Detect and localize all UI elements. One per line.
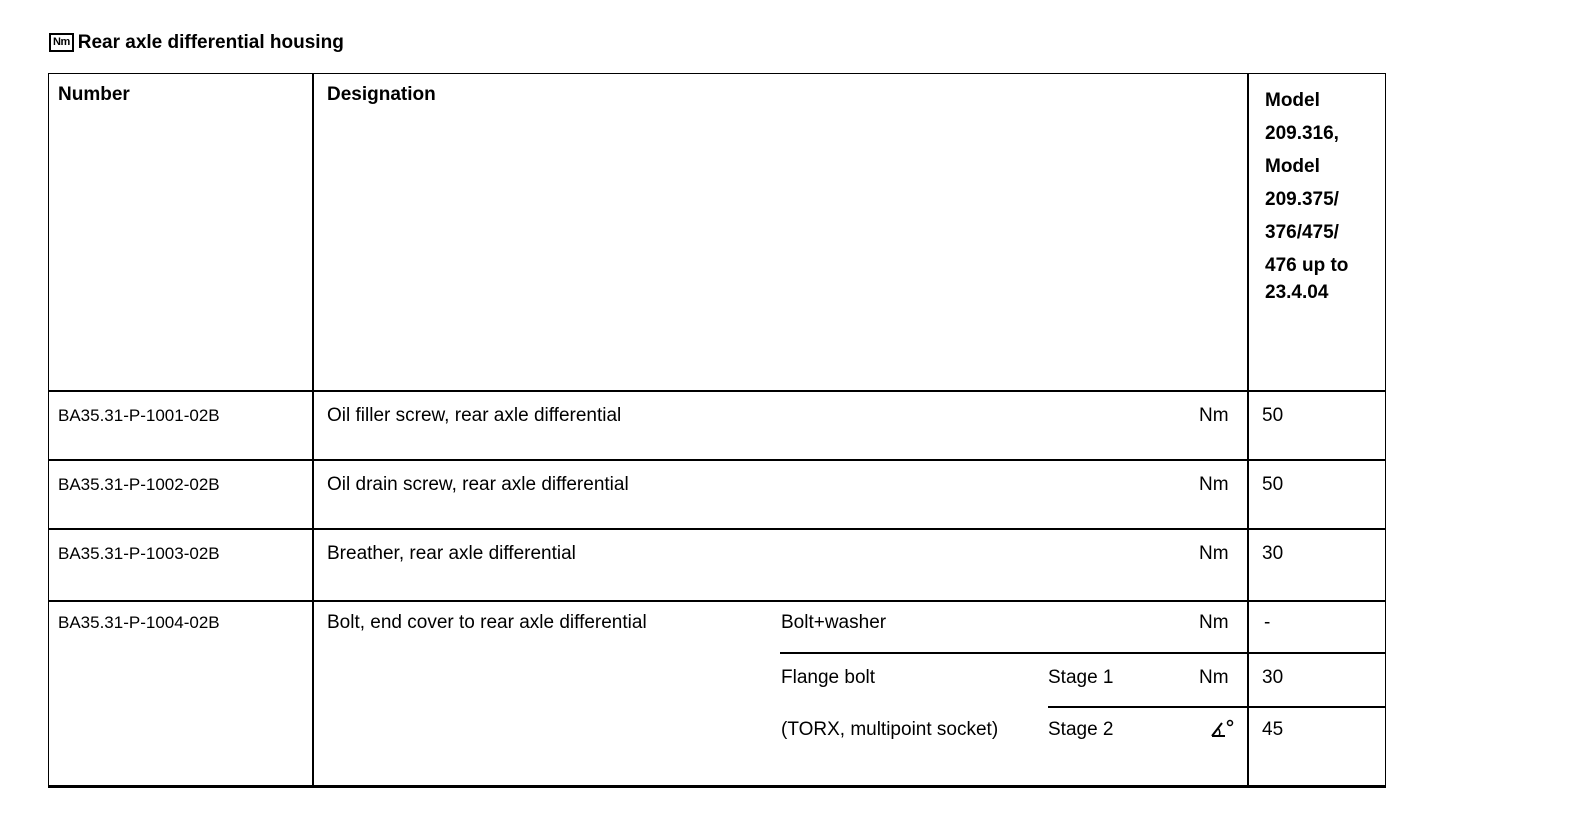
header-model: [1265, 84, 1383, 304]
sub-item: Bolt+washer: [781, 612, 887, 633]
sub-value: 45: [1262, 719, 1284, 740]
column-divider: [312, 74, 314, 786]
row-designation: Bolt, end cover to rear axle differential: [327, 612, 647, 633]
model-line: 209.316,: [1265, 123, 1339, 144]
row-number: BA35.31-P-1004-02B: [58, 613, 220, 632]
sub-stage: Stage 2: [1048, 719, 1114, 740]
sub-value: -: [1264, 612, 1271, 633]
sub-row-divider: [1048, 706, 1385, 708]
row-divider: [49, 528, 1385, 530]
column-divider: [1247, 74, 1249, 786]
row-unit: Nm: [1199, 474, 1229, 495]
model-line: 23.4.04: [1265, 282, 1329, 303]
row-designation: Oil filler screw, rear axle differential: [327, 405, 622, 426]
row-divider: [49, 390, 1385, 392]
sub-unit: Nm: [1199, 667, 1229, 688]
row-value: 30: [1262, 543, 1284, 564]
row-unit: Nm: [1199, 405, 1229, 426]
model-line: Model: [1265, 90, 1320, 111]
model-line: 376/475/: [1265, 222, 1339, 243]
sub-stage: Stage 1: [1048, 667, 1114, 688]
row-divider: [49, 600, 1385, 602]
row-divider: [49, 459, 1385, 461]
row-value: 50: [1262, 405, 1284, 426]
row-unit: Nm: [1199, 543, 1229, 564]
torque-nm-icon: Nm: [49, 33, 74, 52]
row-number: BA35.31-P-1002-02B: [58, 475, 220, 494]
row-value: 50: [1262, 474, 1284, 495]
header-designation: Designation: [327, 84, 436, 105]
sub-unit: Nm: [1199, 612, 1229, 633]
sub-item: (TORX, multipoint socket): [781, 719, 999, 740]
row-number: BA35.31-P-1001-02B: [58, 406, 220, 425]
model-line: Model: [1265, 156, 1320, 177]
row-designation: Breather, rear axle differential: [327, 543, 576, 564]
model-line: 209.375/: [1265, 189, 1339, 210]
sub-row-divider: [780, 652, 1385, 654]
page-title: [49, 26, 344, 54]
row-number: BA35.31-P-1003-02B: [58, 544, 220, 563]
torque-table: [48, 73, 1386, 788]
angle-degree-icon: [1209, 718, 1235, 746]
model-line: 476 up to: [1265, 255, 1349, 276]
sub-item: Flange bolt: [781, 667, 876, 688]
section-title: Rear axle differential housing: [77, 32, 344, 53]
row-designation: Oil drain screw, rear axle differential: [327, 474, 629, 495]
sub-value: 30: [1262, 667, 1284, 688]
header-number: Number: [58, 84, 130, 105]
